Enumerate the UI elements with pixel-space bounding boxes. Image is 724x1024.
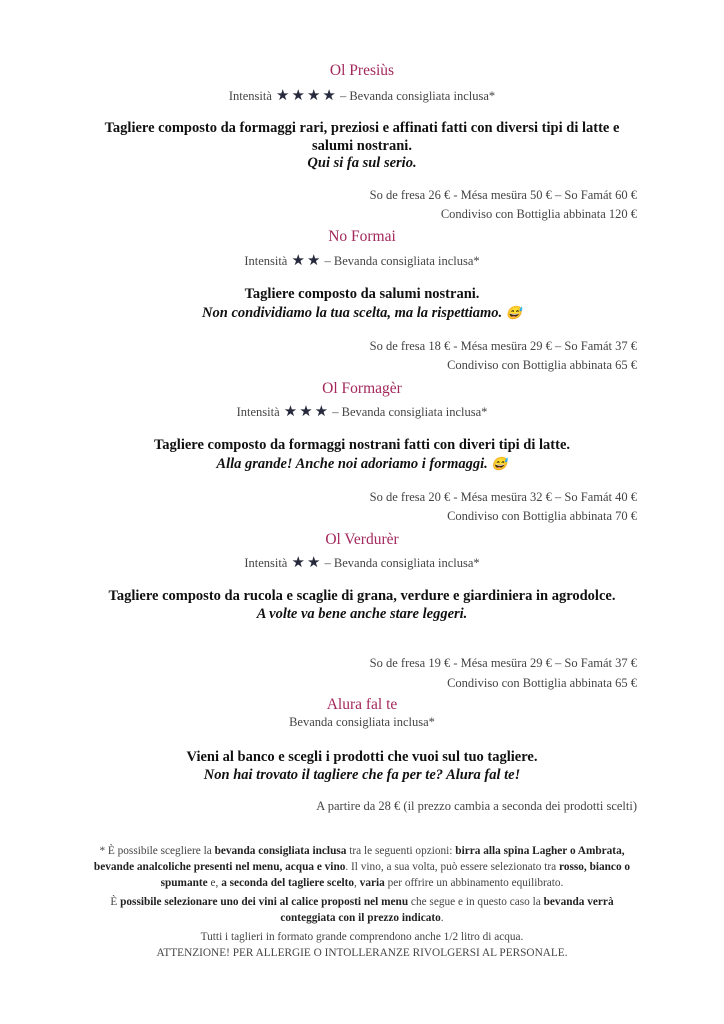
footnote-bold-text: bevanda consigliata inclusa <box>214 845 347 857</box>
price-line: Condiviso con Bottiglia abbinata 120 € <box>440 207 637 221</box>
intensity-label: Intensità <box>244 556 288 570</box>
menu-item-tagline <box>90 606 634 624</box>
star-icon: ★ <box>291 253 305 269</box>
sweat-smile-emoji-icon: 😅 <box>491 455 508 471</box>
tagline-text: A volte va bene anche stare leggeri. <box>256 605 468 622</box>
footnote-text: per offrire un abbinamento equilibrato. <box>384 877 564 889</box>
beverage-note: – Bevanda consigliata inclusa* <box>324 254 480 268</box>
footnote-text: . Il vino, a sua volta, può essere selezionato tra <box>345 861 560 873</box>
star-icon: ★ <box>306 88 321 104</box>
beverage-note: – Bevanda consigliata inclusa* <box>324 556 480 570</box>
footnote-text: . <box>440 912 444 924</box>
footnote-text: e, <box>207 877 222 889</box>
price-line: So de fresa 26 € - Mésa mesüra 50 € – So Famát 60 € <box>369 188 637 202</box>
menu-item-description <box>90 588 634 623</box>
intensity-label: Intensità <box>228 89 272 103</box>
star-icon: ★ <box>291 555 305 571</box>
menu-item-description <box>90 437 634 473</box>
intensity-line <box>0 251 724 270</box>
menu-item-description <box>90 120 634 173</box>
description-text: Tagliere composto da salumi nostrani. <box>244 286 480 302</box>
menu-item-title: Ol Presiùs <box>329 62 395 79</box>
tagline-text: Qui si fa sul serio. <box>307 155 417 171</box>
star-icon: ★ <box>276 88 290 104</box>
menu-item-description <box>90 749 634 784</box>
footnote-bold-text: rosso, bianco o spumante <box>160 861 631 889</box>
footnote-text: È <box>110 896 121 908</box>
tagline-text: Non condividiamo la tua scelta, ma la rispettiamo. <box>202 304 503 321</box>
footnote-text: * È possibile scegliere la <box>99 845 215 857</box>
star-icon: ★ <box>306 555 321 571</box>
star-icon: ★ <box>299 404 313 420</box>
description-text: Tagliere composto da formaggi nostrani fatti con diveri tipi di latte. <box>153 437 571 453</box>
menu-item-title: Ol Formagèr <box>322 380 402 397</box>
menu-item-description <box>90 286 634 322</box>
beverage-note: – Bevanda consigliata inclusa* <box>332 405 488 419</box>
menu-item-tagline <box>90 304 634 323</box>
description-text: Tagliere composto da rucola e scaglie di grana, verdure e giardiniera in agrodolce. <box>108 588 616 604</box>
footnote-text: Tutti i taglieri in formato grande comprendono anche 1/2 litro di acqua. <box>200 931 524 943</box>
price-line: Condiviso con Bottiglia abbinata 70 € <box>447 509 637 523</box>
footnote-bold-text: a seconda del tagliere scelto <box>221 877 355 889</box>
menu-item-title: No Formai <box>328 228 396 245</box>
tagline-text: Alla grande! Anche noi adoriamo i formaggi. <box>216 455 488 472</box>
price-line: So de fresa 18 € - Mésa mesüra 29 € – So Famát 37 € <box>369 339 637 353</box>
footnote-paragraph <box>84 843 640 891</box>
intensity-line <box>0 402 724 421</box>
footnote-paragraph <box>84 945 640 961</box>
intensity-label: Intensità <box>236 405 280 419</box>
footnote-paragraph <box>84 929 640 945</box>
intensity-line <box>0 553 724 572</box>
description-text: Vieni al banco e scegli i prodotti che vuoi sul tuo tagliere. <box>186 749 538 765</box>
sweat-smile-emoji-icon: 😅 <box>505 304 522 320</box>
price-line: A partire da 28 € (il prezzo cambia a seconda dei prodotti scelti) <box>316 799 637 813</box>
intensity-line <box>0 86 724 105</box>
menu-item-tagline <box>90 455 634 474</box>
footnote-bold-text: birra alla spina Lagher o Ambrata, bevande analcoliche presenti nel menu, acqua e vino <box>93 845 625 873</box>
footnote <box>84 843 640 961</box>
tagline-text: Non hai trovato il tagliere che fa per te? Alura fal te! <box>203 766 521 783</box>
footnote-bold-text: bevanda verrà conteggiata con il prezzo indicato <box>280 896 614 924</box>
star-icon: ★ <box>314 404 329 420</box>
star-icon: ★ <box>306 253 321 269</box>
menu-item-tagline <box>90 155 634 173</box>
menu-item-tagline <box>90 767 634 785</box>
beverage-note: Bevanda consigliata inclusa* <box>289 715 435 729</box>
star-icon: ★ <box>291 88 305 104</box>
footnote-bold-text: varia <box>359 877 385 889</box>
description-text: Tagliere composto da formaggi rari, preziosi e affinati fatti con diversi tipi di latte e salumi nostrani. <box>104 120 620 154</box>
price-line: Condiviso con Bottiglia abbinata 65 € <box>447 358 637 372</box>
intensity-label: Intensità <box>244 254 288 268</box>
footnote-text: tra le seguenti opzioni: <box>346 845 456 857</box>
beverage-note: – Bevanda consigliata inclusa* <box>339 89 496 103</box>
menu-item-title: Alura fal te <box>326 696 398 713</box>
footnote-text: ATTENZIONE! PER ALLERGIE O INTOLLERANZE RIVOLGERSI AL PERSONALE. <box>156 947 568 959</box>
footnote-text: che segue e in questo caso la <box>408 896 544 908</box>
intensity-line <box>0 715 724 730</box>
price-line: Condiviso con Bottiglia abbinata 65 € <box>447 676 637 690</box>
star-icon: ★ <box>283 404 298 420</box>
menu-item-title: Ol Verdurèr <box>325 531 399 548</box>
footnote-bold-text: possibile selezionare uno dei vini al calice proposti nel menu <box>120 896 409 908</box>
footnote-text: , <box>354 877 360 889</box>
price-line: So de fresa 20 € - Mésa mesüra 32 € – So Famát 40 € <box>369 490 637 504</box>
price-line: So de fresa 19 € - Mésa mesüra 29 € – So Famát 37 € <box>369 656 637 670</box>
star-icon: ★ <box>322 88 336 104</box>
footnote-paragraph <box>84 894 640 926</box>
